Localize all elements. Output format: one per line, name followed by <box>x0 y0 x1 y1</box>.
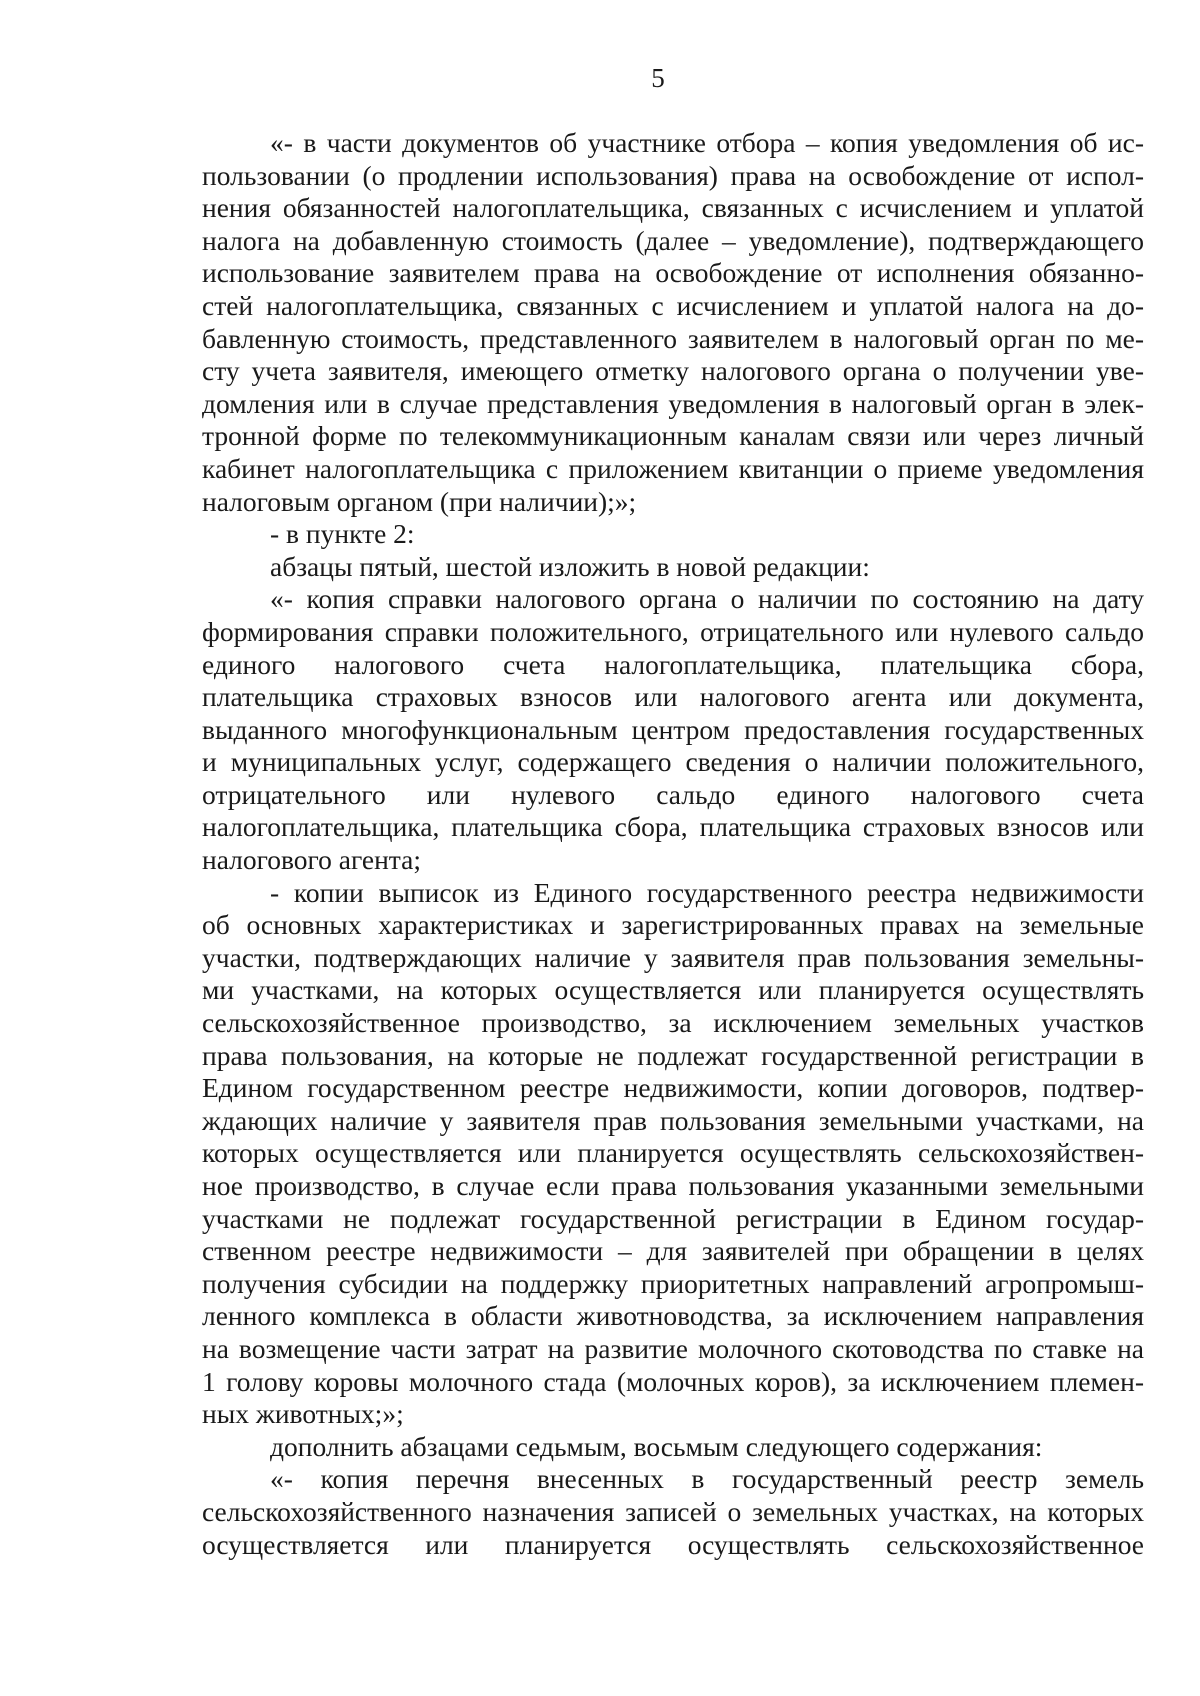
text-line: налоговым органом (при наличии);»; <box>202 485 637 517</box>
text-line: - копии выписок из Единого государственного реестра недвижимости <box>270 876 1144 908</box>
text-line: налогового агента; <box>202 844 421 876</box>
text-line: 1 голову коровы молочного стада (молочных коров), за исключением племен- <box>202 1365 1144 1397</box>
text-line: налогоплательщика, плательщика сбора, плательщика страховых взносов или <box>202 811 1144 843</box>
text-line: формирования справки положительного, отрицательного или нулевого сальдо <box>202 615 1144 647</box>
document-body <box>202 127 1144 1561</box>
text-line: получения субсидии на поддержку приоритетных направлений агропромыш- <box>202 1267 1144 1299</box>
text-line: ждающих наличие у заявителя прав пользования земельными участками, на <box>202 1104 1144 1136</box>
text-line: налога на добавленную стоимость (далее – уведомление), подтверждающего <box>202 224 1144 256</box>
text-line: абзацы пятый, шестой изложить в новой редакции: <box>270 550 870 582</box>
text-line: «- копия перечня внесенных в государственный реестр земель <box>270 1463 1144 1495</box>
text-line: участками не подлежат государственной регистрации в Едином государ- <box>202 1202 1144 1234</box>
text-line: права пользования, на которые не подлежат государственной регистрации в <box>202 1039 1144 1071</box>
text-line: ное производство, в случае если права пользования указанными земельными <box>202 1170 1144 1201</box>
text-line: отрицательного или нулевого сальдо единого налогового счета <box>202 778 1144 810</box>
text-line: тронной форме по телекоммуникационным каналам связи или через личный <box>202 420 1144 452</box>
text-line: осуществляется или планируется осуществлять сельскохозяйственное <box>202 1528 1144 1560</box>
text-line: единого налогового счета налогоплательщика, плательщика сбора, <box>202 648 1144 680</box>
text-line: ных животных;»; <box>202 1398 404 1430</box>
text-line: участки, подтверждающих наличие у заявителя прав пользования земельны- <box>202 941 1144 973</box>
text-line: «- копия справки налогового органа о наличии по состоянию на дату <box>270 583 1144 615</box>
text-line: плательщика страховых взносов или налогового агента или документа, <box>202 681 1144 713</box>
text-line: об основных характеристиках и зарегистрированных правах на земельные <box>202 909 1144 941</box>
text-line: «- в части документов об участнике отбора – копия уведомления об ис- <box>270 127 1144 158</box>
text-line: которых осуществляется или планируется осуществлять сельскохозяйствен- <box>202 1137 1144 1169</box>
text-line: нения обязанностей налогоплательщика, связанных с исчислением и уплатой <box>202 192 1144 224</box>
text-line: кабинет налогоплательщика с приложением квитанции о приеме уведомления <box>202 452 1144 484</box>
text-line: сту учета заявителя, имеющего отметку налогового органа о получении уве- <box>202 355 1144 387</box>
text-line: стей налогоплательщика, связанных с исчислением и уплатой налога на до- <box>202 289 1144 321</box>
text-line: бавленную стоимость, представленного заявителем в налоговый орган по ме- <box>202 322 1144 354</box>
text-line: дополнить абзацами седьмым, восьмым следующего содержания: <box>270 1430 1043 1462</box>
page-number: 5 <box>651 63 665 93</box>
text-line: использование заявителем права на освобождение от исполнения обязанно- <box>202 257 1144 289</box>
text-line: сельскохозяйственное производство, за исключением земельных участков <box>202 1007 1144 1039</box>
text-line: выданного многофункциональным центром предоставления государственных <box>202 713 1144 745</box>
text-line: пользовании (о продлении использования) права на освобождение от испол- <box>202 159 1144 191</box>
text-line: Едином государственном реестре недвижимости, копии договоров, подтвер- <box>202 1072 1144 1104</box>
text-line: ленного комплекса в области животноводства, за исключением направления <box>202 1300 1144 1332</box>
text-line: ми участками, на которых осуществляется или планируется осуществлять <box>202 974 1144 1006</box>
text-line: и муниципальных услуг, содержащего сведения о наличии положительного, <box>202 746 1144 778</box>
text-line: домления или в случае представления уведомления в налоговый орган в элек- <box>202 387 1144 419</box>
text-line: сельскохозяйственного назначения записей о земельных участках, на которых <box>202 1495 1144 1527</box>
text-line: - в пункте 2: <box>270 518 415 550</box>
text-line: ственном реестре недвижимости – для заявителей при обращении в целях <box>202 1235 1144 1267</box>
text-line: на возмещение части затрат на развитие молочного скотоводства по ставке на <box>202 1332 1144 1364</box>
